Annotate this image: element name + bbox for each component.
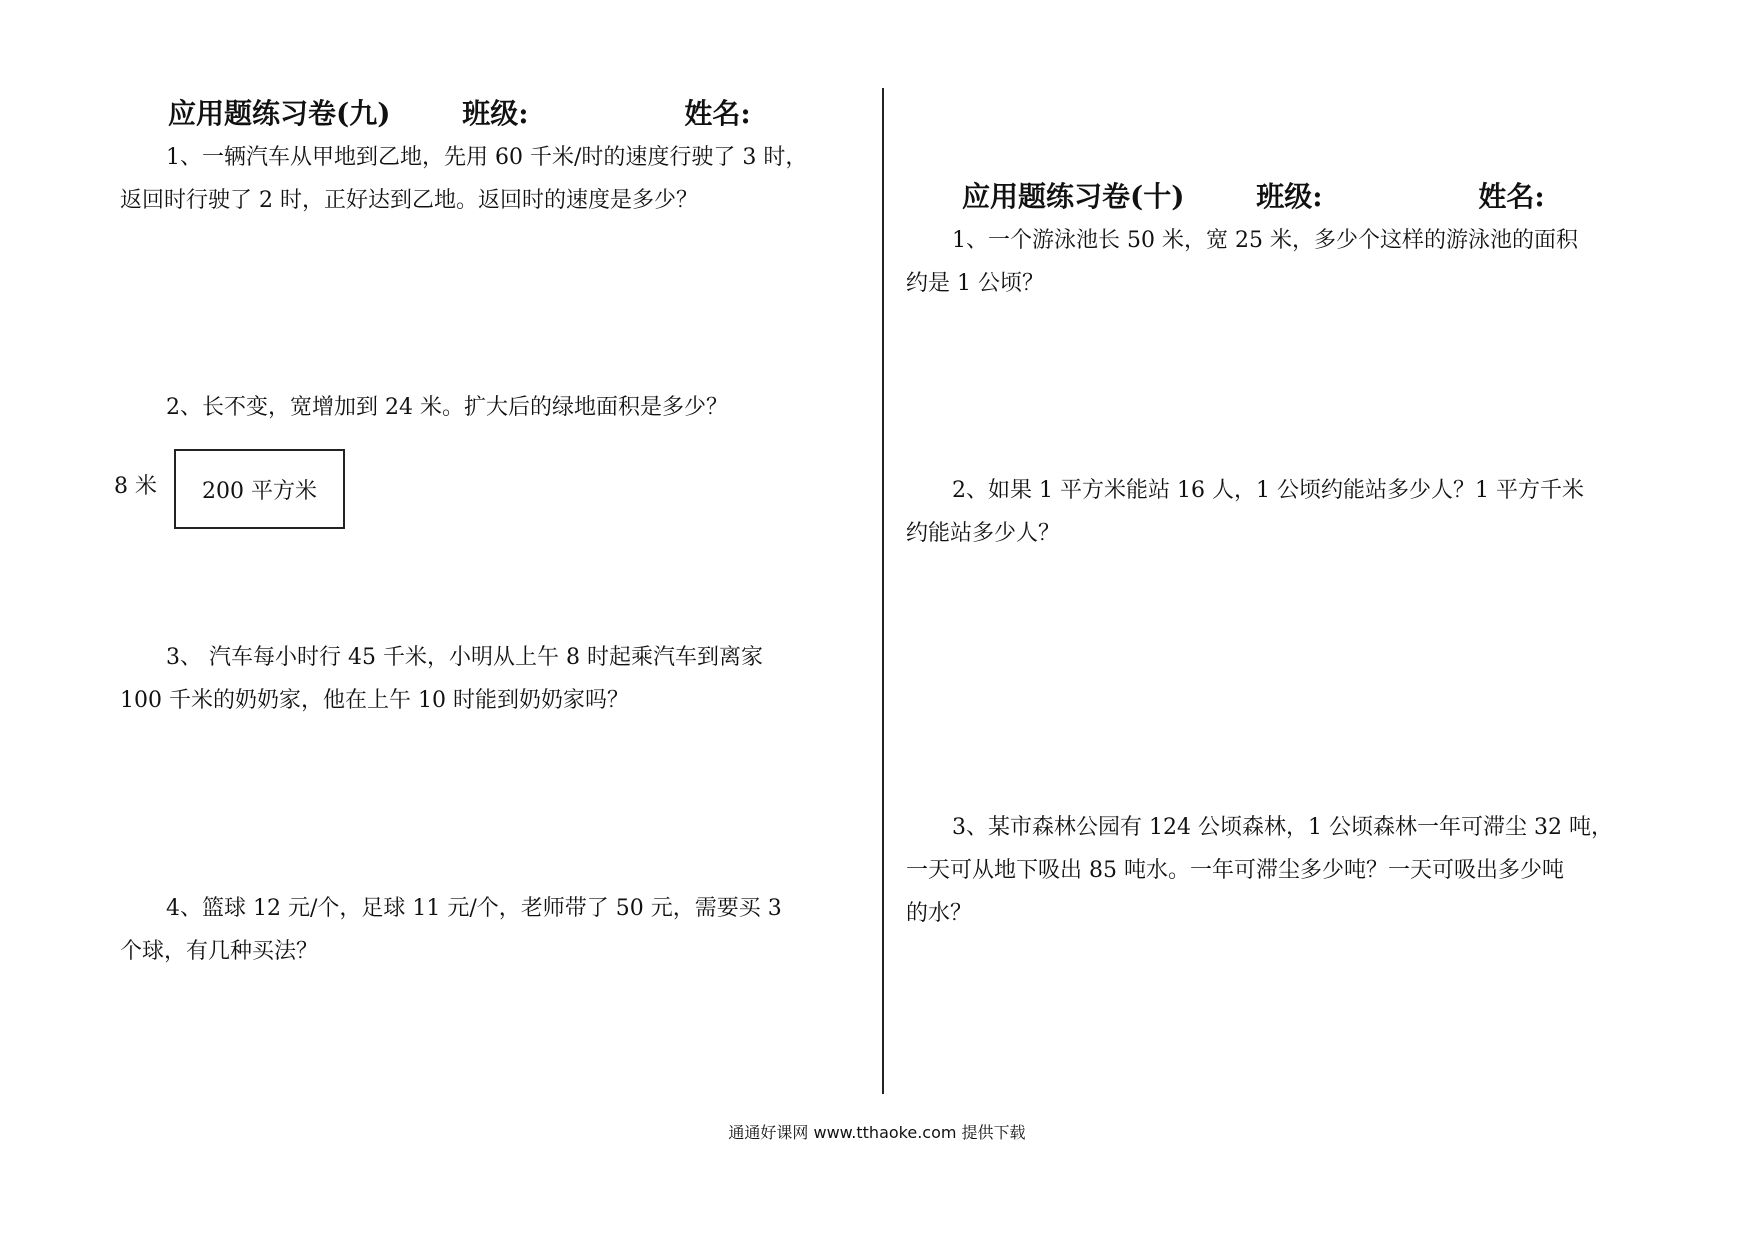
right-question-1 (906, 219, 1578, 305)
left-header (168, 97, 751, 130)
left-question-1 (120, 136, 807, 222)
rectangle-figure (174, 449, 345, 529)
left-q4-line1: 4、篮球 12 元/个，足球 11 元/个，老师带了 50 元，需要买 3 (166, 896, 782, 921)
right-q2-line2: 约能站多少人？ (906, 521, 1061, 546)
left-name-label: 姓名: (684, 97, 751, 130)
left-q1-line2: 返回时行驶了 2 时，正好达到乙地。返回时的速度是多少？ (120, 188, 698, 213)
column-divider (882, 88, 884, 1094)
left-title: 应用题练习卷(九) (168, 97, 391, 130)
right-q3-line3: 的水？ (906, 901, 973, 926)
left-question-3 (120, 636, 763, 722)
rectangle-width-label: 8 米 (114, 474, 157, 499)
right-title: 应用题练习卷(十) (962, 180, 1185, 213)
footer-credit: 通通好课网 www.tthaoke.com 提供下载 (728, 1123, 1026, 1142)
right-class-label: 班级: (1256, 180, 1323, 213)
right-q3-line1: 3、某市森林公园有 124 公顷森林，1 公顷森林一年可滞尘 32 吨， (952, 815, 1613, 840)
left-q2-line1: 2、长不变，宽增加到 24 米。扩大后的绿地面积是多少？ (166, 395, 728, 420)
left-question-2 (120, 386, 728, 429)
right-q1-line2: 约是 1 公顷？ (906, 271, 1044, 296)
left-question-4 (120, 887, 782, 973)
left-q4-line2: 个球，有几种买法？ (120, 939, 319, 964)
right-header (962, 180, 1545, 213)
left-q3-line1: 3、 汽车每小时行 45 千米，小明从上午 8 时起乘汽车到离家 (166, 645, 763, 670)
right-name-label: 姓名: (1478, 180, 1545, 213)
left-q1-line1: 1、一辆汽车从甲地到乙地，先用 60 千米/时的速度行驶了 3 时， (166, 145, 808, 170)
right-q2-line1: 2、如果 1 平方米能站 16 人，1 公顷约能站多少人？1 平方千米 (952, 478, 1584, 503)
left-class-label: 班级: (462, 97, 529, 130)
left-q3-line2: 100 千米的奶奶家，他在上午 10 时能到奶奶家吗？ (120, 688, 629, 713)
right-q3-line2: 一天可从地下吸出 85 吨水。一年可滞尘多少吨？一天可吸出多少吨 (906, 858, 1564, 883)
rectangle-area-label: 200 平方米 (202, 478, 317, 504)
right-question-2 (906, 469, 1584, 555)
right-q1-line1: 1、一个游泳池长 50 米，宽 25 米，多少个这样的游泳池的面积 (952, 228, 1578, 253)
right-question-3 (906, 806, 1613, 935)
